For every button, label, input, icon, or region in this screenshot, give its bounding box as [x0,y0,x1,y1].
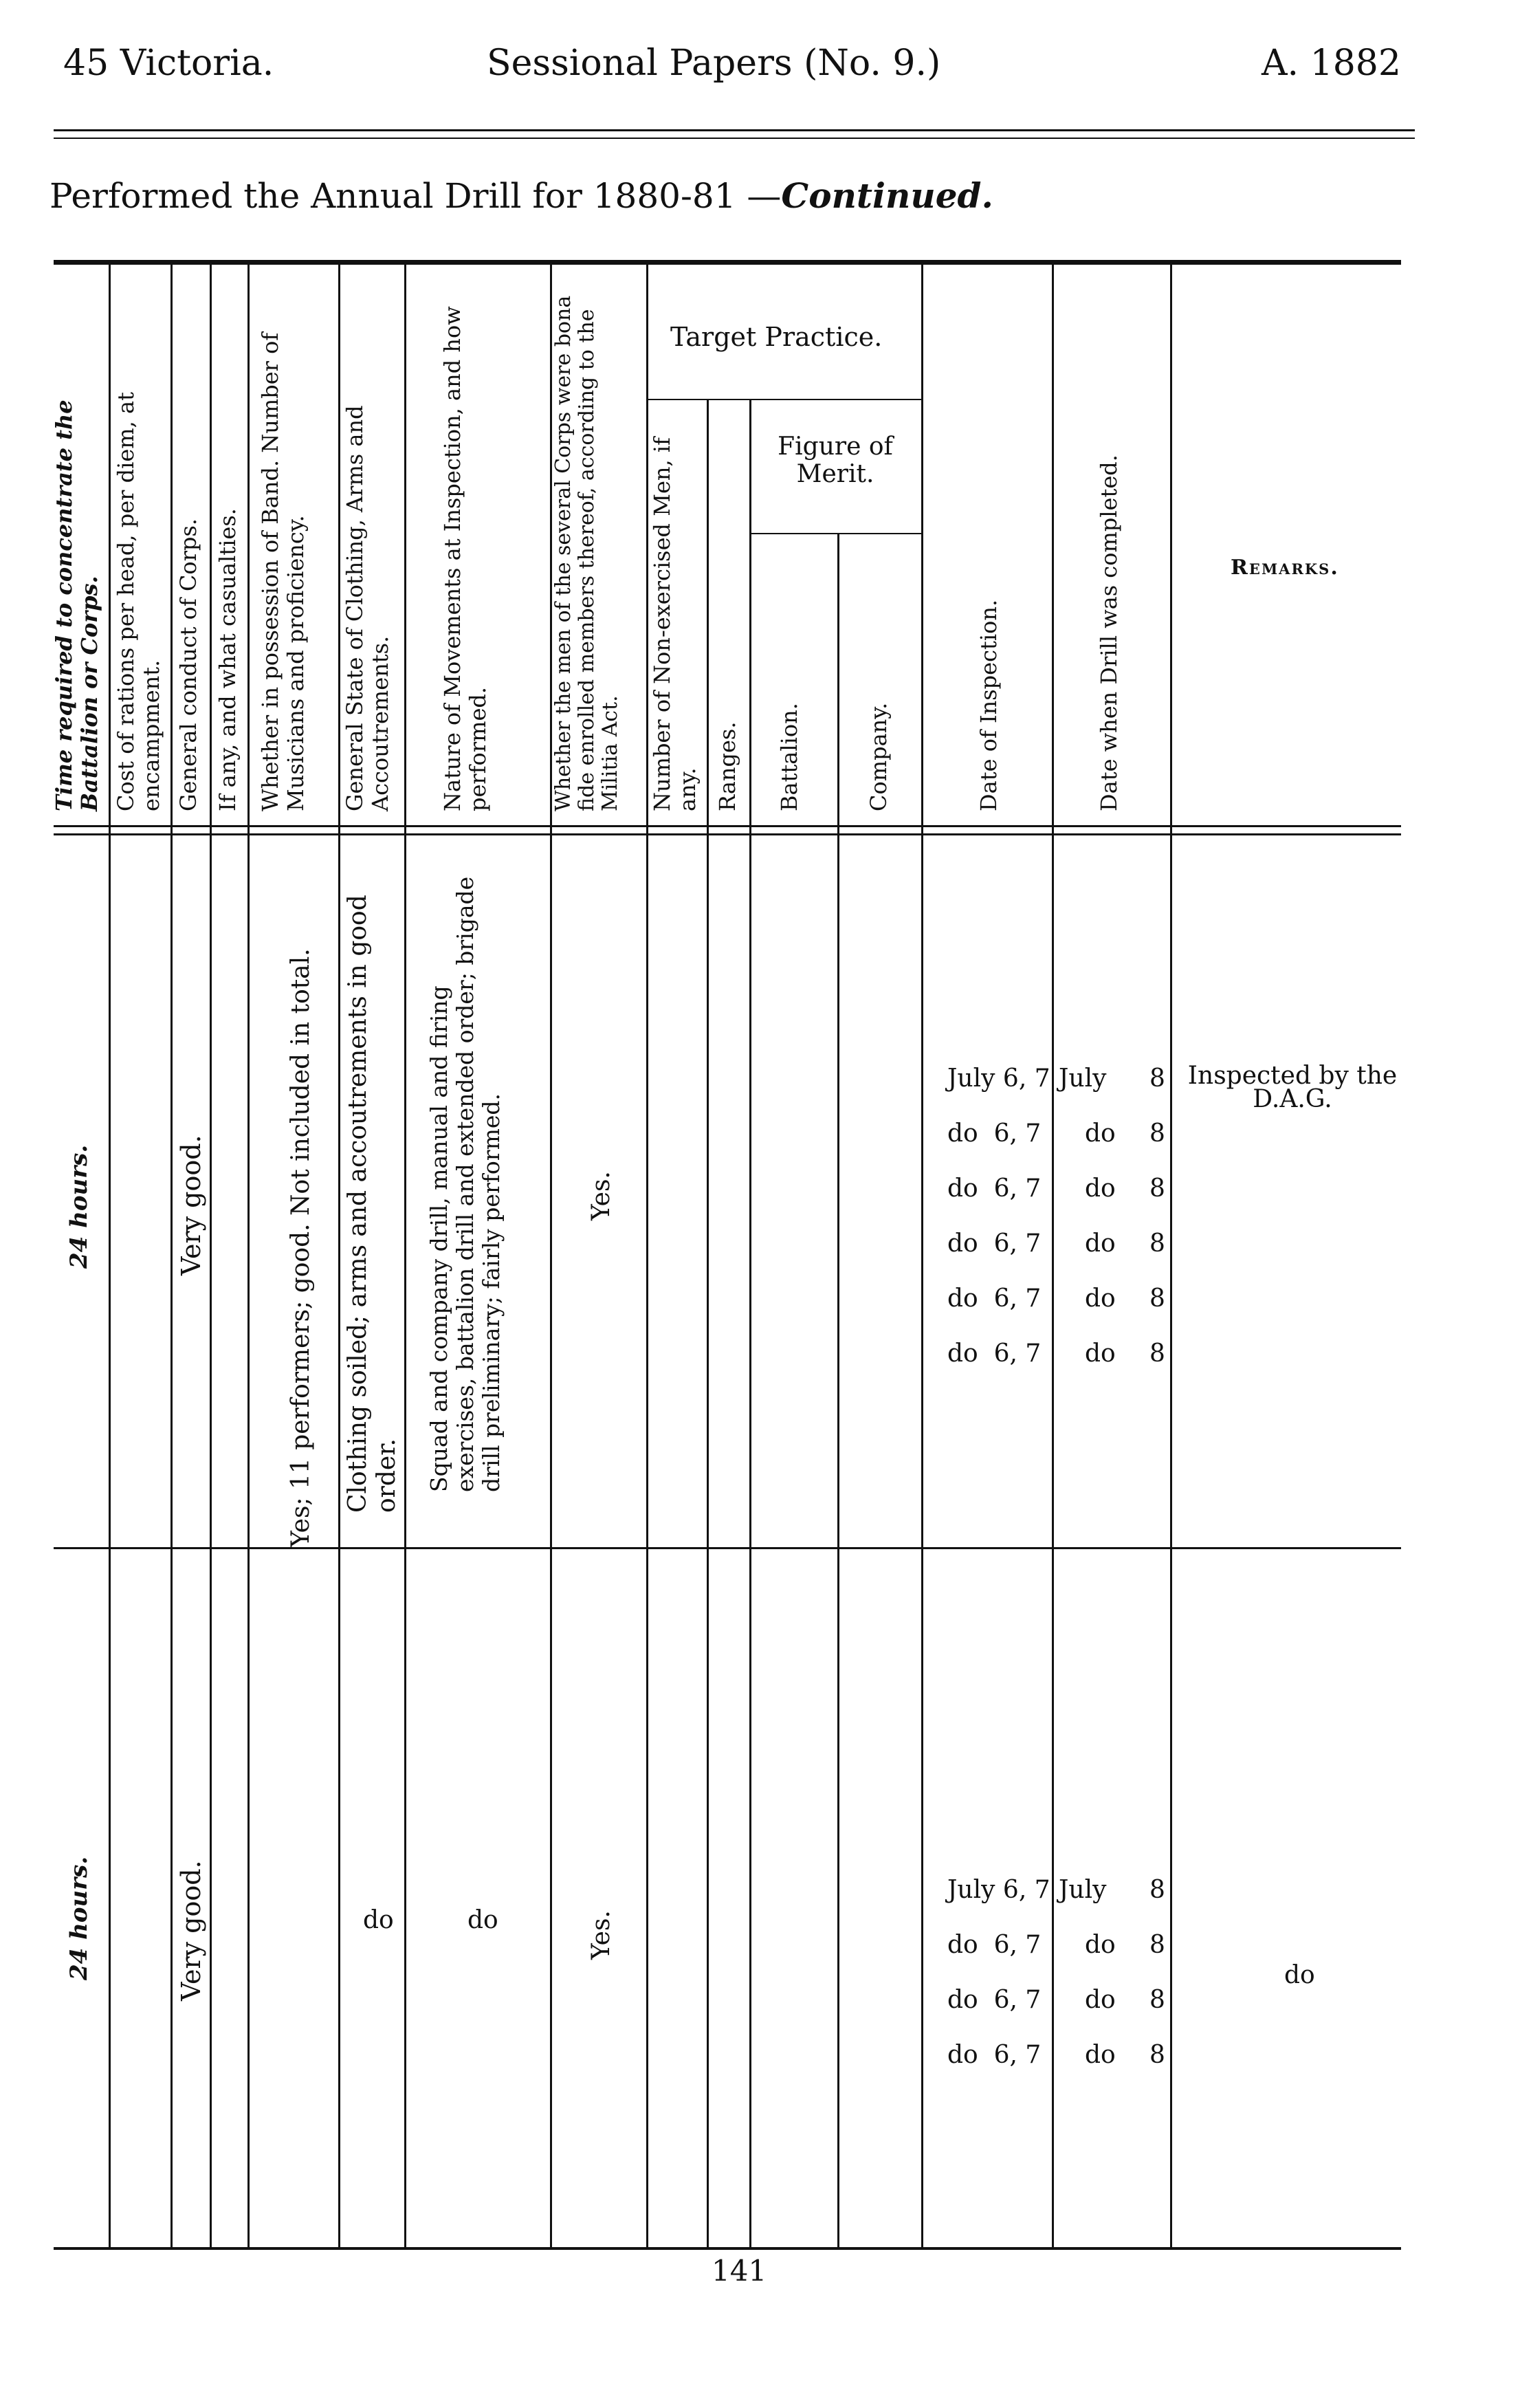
header-rule-top [54,129,1415,131]
table-cell: 8 [1149,1986,1165,2014]
title-main: Performed the Annual Drill for 1880-81 [49,176,736,216]
col-header-target-practice: Target Practice. [670,322,883,352]
table-cell: do [1085,1986,1116,2014]
col-line-10 [749,399,751,2247]
col-line-4 [247,265,250,2247]
page-title [49,175,993,216]
header-rule-bottom [54,138,1415,139]
col-line-12 [921,265,923,2247]
title-dash: — [747,176,782,216]
table-row: do 6, 7 [947,2041,1042,2069]
col-line-6 [404,265,406,2247]
table-cell: 8 [1149,1119,1165,1148]
page-number: 141 [712,2254,767,2288]
header-separator-1 [54,825,1401,827]
table-cell: do [1085,1931,1116,1959]
col-line-3 [210,265,212,2247]
table-cell: July [1059,1064,1107,1093]
table-row: do 6, 7 [947,1119,1042,1148]
table-cell: do [1085,1284,1116,1313]
table-cell: 8 [1149,1931,1165,1959]
table-row: do 6, 7 [947,1229,1042,1258]
table-cell: 8 [1149,1339,1165,1368]
figure-merit-rule [749,533,921,534]
table-cell: 8 [1149,1229,1165,1258]
table-row: do 6, 7 [947,1284,1042,1313]
col-line-8 [646,265,648,2247]
col-line-1 [109,265,111,2247]
table-cell: do [1085,1174,1116,1203]
col-header-figure-of-merit: Figure of Merit. [778,433,893,488]
group1-remarks: Inspected by the D.A.G. [1187,1062,1398,1113]
col-line-5 [338,265,340,2247]
table-cell: do [1085,1119,1116,1148]
table-row: July 6, 7 [947,1064,1050,1093]
table-row: do 6, 7 [947,1339,1042,1368]
group2-movements: do [467,1906,498,1934]
table-cell: do [1085,1339,1116,1368]
table-row: do 6, 7 [947,1174,1042,1203]
table-cell: 8 [1149,1064,1165,1093]
header-separator-2 [54,833,1401,835]
table-row: July 6, 7 [947,1876,1050,1904]
table-row: do 6, 7 [947,1986,1042,2014]
col-line-14 [1170,265,1172,2247]
table-cell: 8 [1149,2041,1165,2069]
group-separator [54,1547,1401,1549]
table-cell: 8 [1149,1876,1165,1904]
col-line-13 [1052,265,1054,2247]
header-center: Sessional Papers (No. 9.) [487,43,941,84]
col-line-2 [170,265,173,2247]
table-cell: 8 [1149,1284,1165,1313]
col-line-9 [707,399,709,2247]
table-cell: do [1085,2041,1116,2069]
group2-remarks: do [1284,1961,1315,1989]
header-left: 45 Victoria. [63,43,274,84]
col-line-11 [837,533,839,2247]
header-right: A. 1882 [1262,43,1401,84]
title-suffix: Continued. [781,175,993,216]
table-row: do 6, 7 [947,1931,1042,1959]
table-cell: July [1059,1876,1107,1904]
col-header-remarks: Remarks. [1231,556,1339,580]
table-cell: 8 [1149,1174,1165,1203]
table-cell: do [1085,1229,1116,1258]
group2-clothing: do [363,1906,394,1934]
table-bottom-rule [54,2247,1401,2250]
table-top-rule [54,260,1401,265]
